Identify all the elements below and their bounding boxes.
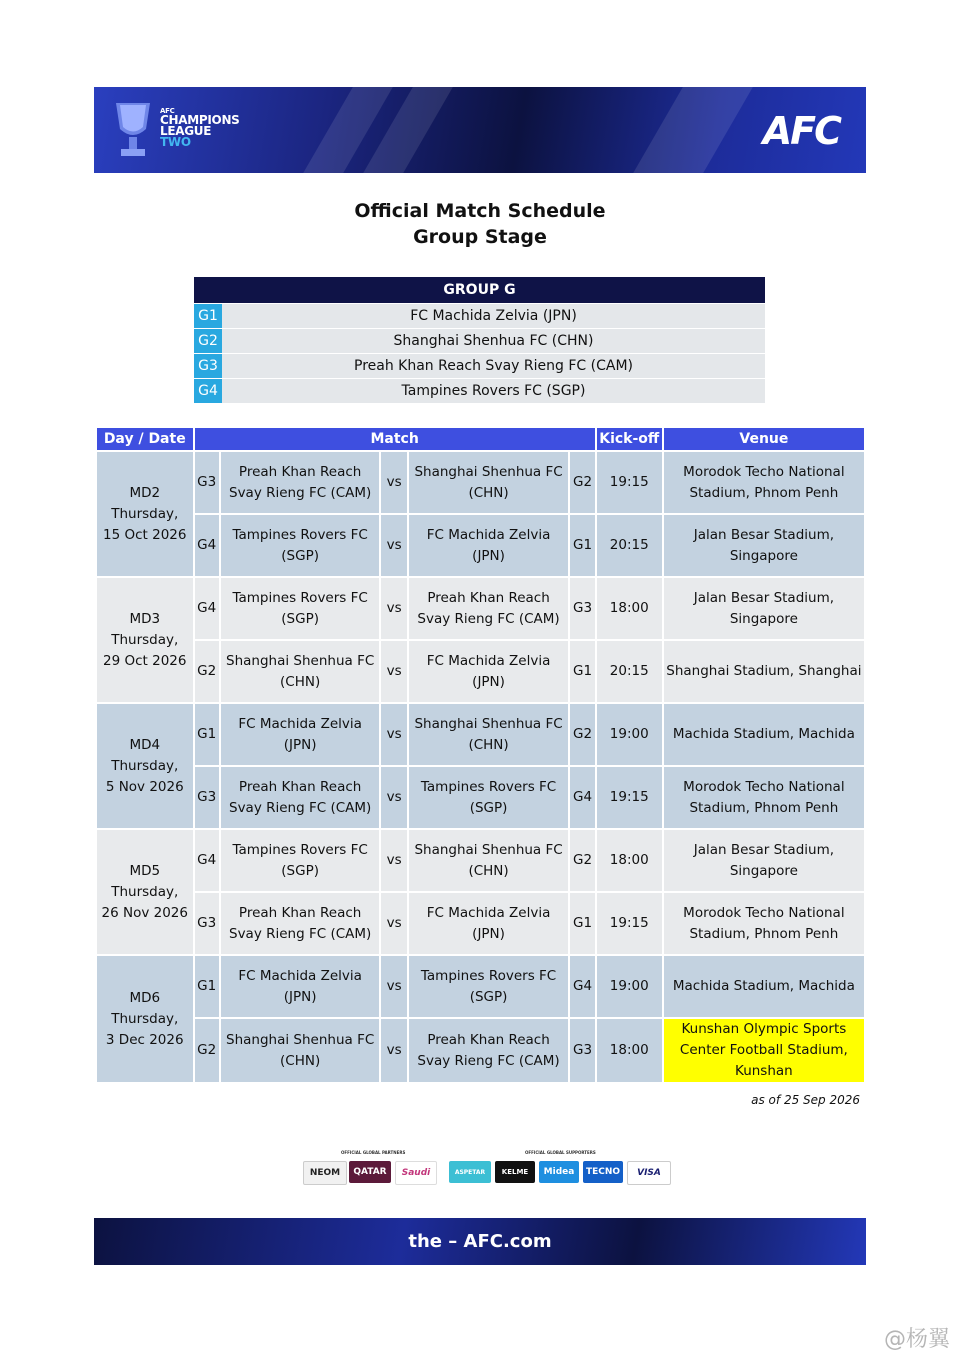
home-team: Shanghai Shenhua FC (CHN)	[221, 1019, 380, 1082]
visa-logo: VISA	[627, 1161, 671, 1185]
away-team: Shanghai Shenhua FC (CHN)	[409, 452, 569, 513]
away-team: Shanghai Shenhua FC (CHN)	[409, 704, 569, 765]
header-venue: Venue	[664, 428, 864, 450]
kickoff-time: 19:15	[597, 767, 662, 828]
home-team: Preah Khan Reach Svay Rieng FC (CAM)	[221, 767, 380, 828]
vs-label: vs	[381, 515, 406, 576]
matchday-label: MD6	[129, 989, 161, 1006]
match-row	[97, 1019, 864, 1082]
away-code: G1	[570, 641, 594, 702]
neom-logo: NEOM	[303, 1161, 347, 1185]
kickoff-time: 18:00	[597, 830, 662, 891]
home-team: FC Machida Zelvia (JPN)	[221, 956, 380, 1017]
competition-line3: LEAGUE	[160, 124, 212, 138]
away-team: Preah Khan Reach Svay Rieng FC (CAM)	[409, 578, 569, 639]
away-team: Preah Khan Reach Svay Rieng FC (CAM)	[409, 1019, 569, 1082]
watermark: @杨翼	[883, 1327, 950, 1352]
away-team: Shanghai Shenhua FC (CHN)	[409, 830, 569, 891]
vs-label: vs	[381, 1019, 406, 1082]
away-team: Tampines Rovers FC (SGP)	[409, 956, 569, 1017]
kelme-logo: KELME	[495, 1161, 535, 1183]
matchday-weekday: Thursday,	[111, 505, 179, 522]
matchday-label: MD5	[129, 862, 161, 879]
home-code: G3	[195, 767, 219, 828]
home-code: G2	[195, 1019, 219, 1082]
team-name: Tampines Rovers FC (SGP)	[222, 379, 765, 403]
matchday-cell	[97, 452, 193, 576]
away-code: G3	[570, 1019, 594, 1082]
vs-label: vs	[381, 893, 406, 954]
matchday-date: 29 Oct 2026	[103, 652, 187, 669]
header-match: Match	[195, 428, 595, 450]
matchday-cell	[97, 704, 193, 828]
schedule-table	[95, 426, 866, 1084]
header-kickoff: Kick-off	[597, 428, 662, 450]
home-team: FC Machida Zelvia (JPN)	[221, 704, 380, 765]
trophy-icon	[110, 99, 156, 161]
team-name: Preah Khan Reach Svay Rieng FC (CAM)	[222, 354, 765, 378]
vs-label: vs	[381, 956, 406, 1017]
partners-label: OFFICIAL GLOBAL PARTNERS	[341, 1150, 406, 1155]
footer-url: the – AFC.com	[94, 1218, 866, 1265]
away-team: FC Machida Zelvia (JPN)	[409, 641, 569, 702]
venue: Jalan Besar Stadium, Singapore	[664, 515, 864, 576]
group-heading: GROUP G	[194, 277, 765, 303]
home-code: G1	[195, 704, 219, 765]
team-code: G2	[194, 329, 222, 353]
tecno-logo: TECNO	[583, 1161, 623, 1183]
matchday-date: 5 Nov 2026	[105, 778, 184, 795]
vs-label: vs	[381, 704, 406, 765]
match-row	[97, 956, 864, 1017]
match-row	[97, 452, 864, 513]
kickoff-time: 19:15	[597, 452, 662, 513]
team-name: FC Machida Zelvia (JPN)	[222, 304, 765, 328]
home-team: Tampines Rovers FC (SGP)	[221, 515, 380, 576]
matchday-cell	[97, 956, 193, 1082]
away-team: FC Machida Zelvia (JPN)	[409, 893, 569, 954]
kickoff-time: 20:15	[597, 641, 662, 702]
kickoff-time: 19:00	[597, 704, 662, 765]
venue: Morodok Techo National Stadium, Phnom Penh	[664, 893, 864, 954]
vs-label: vs	[381, 767, 406, 828]
group-team-row	[194, 329, 765, 353]
header-banner	[94, 87, 866, 173]
saudi-logo: Saudi	[395, 1161, 437, 1185]
team-code: G3	[194, 354, 222, 378]
matchday-label: MD3	[129, 610, 161, 627]
sponsors-strip	[303, 1150, 673, 1190]
kickoff-time: 19:15	[597, 893, 662, 954]
away-code: G2	[570, 704, 594, 765]
competition-logo	[160, 107, 240, 148]
kickoff-time: 20:15	[597, 515, 662, 576]
away-code: G4	[570, 767, 594, 828]
away-code: G1	[570, 515, 594, 576]
venue: Machida Stadium, Machida	[664, 956, 864, 1017]
match-row	[97, 704, 864, 765]
matchday-cell	[97, 830, 193, 954]
matchday-label: MD4	[129, 736, 161, 753]
venue: Jalan Besar Stadium, Singapore	[664, 578, 864, 639]
match-row	[97, 893, 864, 954]
match-row	[97, 641, 864, 702]
away-team: FC Machida Zelvia (JPN)	[409, 515, 569, 576]
matchday-date: 3 Dec 2026	[105, 1031, 184, 1048]
group-team-row	[194, 304, 765, 328]
kickoff-time: 18:00	[597, 1019, 662, 1082]
venue: Machida Stadium, Machida	[664, 704, 864, 765]
away-code: G2	[570, 830, 594, 891]
page-title: Official Match Schedule	[354, 200, 606, 222]
match-row	[97, 578, 864, 639]
home-code: G1	[195, 956, 219, 1017]
kickoff-time: 18:00	[597, 578, 662, 639]
matchday-weekday: Thursday,	[111, 631, 179, 648]
team-code: G1	[194, 304, 222, 328]
venue: Shanghai Stadium, Shanghai	[664, 641, 864, 702]
match-row	[97, 767, 864, 828]
matchday-weekday: Thursday,	[111, 757, 179, 774]
team-name: Shanghai Shenhua FC (CHN)	[222, 329, 765, 353]
vs-label: vs	[381, 578, 406, 639]
matchday-weekday: Thursday,	[111, 883, 179, 900]
home-team: Tampines Rovers FC (SGP)	[221, 578, 380, 639]
matchday-date: 15 Oct 2026	[103, 526, 187, 543]
midea-logo: Midea	[539, 1161, 579, 1183]
away-code: G4	[570, 956, 594, 1017]
vs-label: vs	[381, 641, 406, 702]
vs-label: vs	[381, 830, 406, 891]
home-code: G3	[195, 452, 219, 513]
home-code: G2	[195, 641, 219, 702]
group-table	[194, 276, 765, 404]
match-row	[97, 515, 864, 576]
competition-line1: AFC	[160, 107, 175, 115]
group-team-row	[194, 354, 765, 378]
home-code: G4	[195, 830, 219, 891]
venue: Jalan Besar Stadium, Singapore	[664, 830, 864, 891]
team-code: G4	[194, 379, 222, 403]
venue: Morodok Techo National Stadium, Phnom Penh	[664, 767, 864, 828]
supporters-label: OFFICIAL GLOBAL SUPPORTERS	[525, 1150, 596, 1155]
as-of-note: as of 25 Sep 2026	[751, 1093, 860, 1107]
matchday-cell	[97, 578, 193, 702]
away-code: G2	[570, 452, 594, 513]
venue: Kunshan Olympic Sports Center Football Stadium, Kunshan	[664, 1019, 864, 1082]
home-team: Tampines Rovers FC (SGP)	[221, 830, 380, 891]
home-team: Preah Khan Reach Svay Rieng FC (CAM)	[221, 452, 380, 513]
aspetar-logo: ASPETAR	[449, 1161, 491, 1183]
home-team: Preah Khan Reach Svay Rieng FC (CAM)	[221, 893, 380, 954]
away-team: Tampines Rovers FC (SGP)	[409, 767, 569, 828]
group-team-row	[194, 379, 765, 403]
competition-line2: CHAMPIONS	[160, 113, 240, 127]
afc-logo: AFC	[762, 109, 840, 153]
vs-label: vs	[381, 452, 406, 513]
home-code: G4	[195, 578, 219, 639]
away-code: G1	[570, 893, 594, 954]
matchday-label: MD2	[129, 484, 161, 501]
header-day: Day / Date	[97, 428, 193, 450]
matchday-date: 26 Nov 2026	[101, 904, 188, 921]
match-row	[97, 830, 864, 891]
page-subtitle: Group Stage	[413, 226, 547, 248]
qatar-logo: QATAR	[349, 1161, 391, 1183]
home-code: G3	[195, 893, 219, 954]
kickoff-time: 19:00	[597, 956, 662, 1017]
home-team: Shanghai Shenhua FC (CHN)	[221, 641, 380, 702]
competition-line4: TWO	[160, 135, 191, 149]
away-code: G3	[570, 578, 594, 639]
venue: Morodok Techo National Stadium, Phnom Penh	[664, 452, 864, 513]
home-code: G4	[195, 515, 219, 576]
matchday-weekday: Thursday,	[111, 1010, 179, 1027]
